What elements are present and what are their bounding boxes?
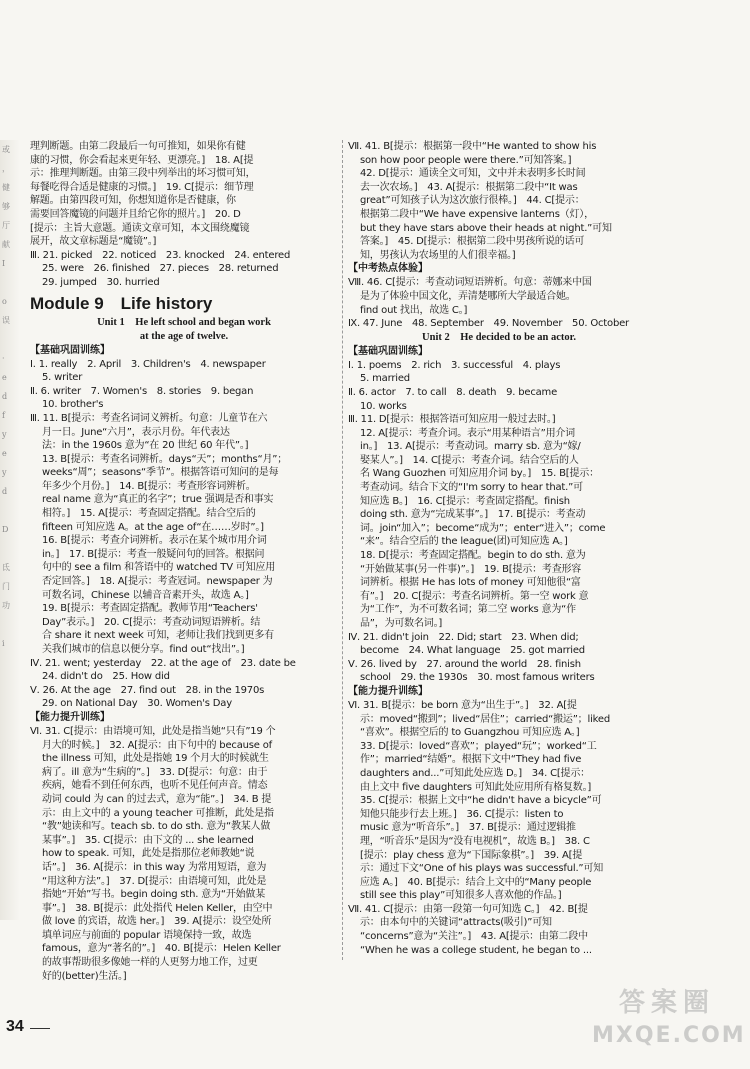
bleed-glyph: · [2, 354, 5, 363]
text-line: Ⅵ. 31. C[提示：由语境可知，此处是指当她“只有”19 个 [30, 725, 276, 737]
text-line: 5. writer [42, 372, 83, 384]
text-line: 24. didn't do 25. How did [42, 671, 170, 683]
text-line: 5. married [360, 373, 410, 385]
text-line: 答案。] 45. D[提示：根据第二段中男孩所说的话可 [360, 236, 585, 248]
text-line: 知，男孩认为农场里的人们很幸福。] [360, 249, 516, 261]
text-line: school 29. the 1930s 30. most famous writers [360, 672, 595, 684]
text-line: Ⅶ. 41. B[提示：根据第一段中“He wanted to show his [348, 141, 597, 152]
text-line: 相符。] 15. A[提示：考查固定搭配。结合空后的 [42, 508, 256, 520]
bleed-glyph [2, 539, 20, 558]
text-line: 康的习惯，你会看起来更年轻、更漂亮。] 18. A[提 [30, 154, 254, 166]
text-line: 知他只能步行去上班。] 36. C[提示：listen to [360, 808, 564, 820]
text-line: 月一日。June“六月”，表示月份。年代表达 [42, 426, 230, 438]
text-line: 考查动词。结合下文的“I'm sorry to hear that.”可 [360, 482, 583, 494]
bleed-glyph: 误 [2, 316, 10, 325]
text-line: 词。join“加入”；become“成为”；enter“进入”；come [360, 522, 606, 534]
text-line: Ⅲ. 21. picked 22. noticed 23. knocked 24. entered [30, 249, 291, 261]
text-line: 填单词应与前面的 popular 语境保持一致，故选 [42, 929, 252, 941]
text-line: 的故事帮助很多像她一样的人更努力地工作，过更 [42, 957, 258, 969]
text-line: Ⅷ. 46. C[提示：考查动词短语辨析。句意：蒂娜来中国 [348, 277, 592, 289]
text-line: in。] 17. B[提示：考查一般疑问句的回答。根据问 [42, 548, 265, 560]
text-line: 某事”。] 35. C[提示：由下文的 ... she learned [42, 834, 254, 846]
bleed-glyph: d [2, 392, 8, 401]
text-line: find out 找出，故选 C。] [360, 304, 468, 316]
text-line: Ⅴ. 26. At the age 27. find out 28. in the 1970s [30, 684, 265, 696]
text-line: famous，意为“著名的”。] 40. B[提示：Helen Keller [42, 943, 281, 955]
text-line: “开始做某事(另一件事)”。] 19. B[提示：考查形容 [360, 563, 582, 575]
text-line: in。] 13. A[提示：考查动词。marry sb. 意为“嫁/ [360, 441, 581, 453]
watermark-bottom: MXQE.COM [592, 1023, 746, 1048]
bleed-glyph: e [2, 449, 7, 458]
text-line: Ⅴ. 26. lived by 27. around the world 28. finish [348, 658, 581, 670]
text-line: Day”表示。] 20. C[提示：考查动词短语辨析。结 [42, 616, 261, 628]
bleed-glyph: 门 [2, 582, 10, 591]
bleed-glyph: o [2, 297, 7, 306]
text-line: Ⅶ. 41. C[提示：由第一段第一句可知选 C。] 42. B[提 [348, 903, 588, 915]
text-line: 好的(better)生活。] [42, 970, 127, 982]
text-line: 合 share it next week 可知，老师让我们找到更多有 [42, 630, 274, 642]
text-line: 年多少个月份。] 14. B[提示：考查形容词辨析。 [42, 480, 256, 492]
text-line: Ⅲ. 11. B[提示：考查名词词义辨析。句意：儿童节在六 [30, 412, 268, 424]
text-line: 有”。] 20. C[提示：考查名词辨析。第一空 work 意 [360, 590, 589, 602]
bleed-glyph: ， [2, 164, 10, 173]
bleed-glyph: 够 [2, 202, 10, 211]
text-line: 应选 A。] 40. B[提示：结合上文中的“Many people [360, 876, 592, 888]
bleed-glyph [2, 501, 20, 520]
text-line: 25. were 26. finished 27. pieces 28. returned [42, 263, 279, 275]
text-line: “教”她读和写。teach sb. to do sth. 意为“教某人做 [42, 821, 271, 833]
text-line: Ⅱ. 6. writer 7. Women's 8. stories 9. began [30, 385, 254, 397]
bleed-glyph: y [2, 430, 7, 439]
left-column [30, 140, 338, 1040]
watermark-logo [592, 985, 746, 1063]
text-line: 疾病，她看不到任何东西，也听不见任何声音。情态 [42, 780, 268, 792]
text-line: 月大的时候。] 32. A[提示：由下句中的 because of [42, 739, 272, 751]
text-line: 示：由本句中的关键词“attracts(吸引)”可知 [360, 917, 552, 929]
section-heading: 【基础巩固训练】 [348, 345, 428, 357]
text-line: the illness 可知，此处是指她 19 个月大的时候就生 [42, 753, 269, 765]
text-line: 13. B[提示：考查名词辨析。days“天”；months“月”； [42, 453, 288, 465]
text-line: Ⅸ. 47. June 48. September 49. November 50. October [348, 318, 629, 330]
text-line: 名 Wang Guozhen 可知应用介词 by。] 15. B[提示： [360, 468, 599, 480]
text-line: fifteen 可知应选 A。at the age of“在……岁时”。] [42, 521, 264, 533]
text-line: 理判断题。由第二段最后一句可推知，如果你有健 [30, 141, 246, 152]
text-line: 29. jumped 30. hurried [42, 276, 160, 288]
text-line: 关我们城市的信息以便分享。find out“找出”。] [42, 644, 245, 655]
column-divider [342, 140, 344, 960]
text-line: [提示：主旨大意题。通读文章可知，本文围绕魔镜 [30, 222, 250, 234]
text-line: [提示：play chess 意为“下国际象棋”。] 39. A[提 [360, 849, 583, 861]
bleed-glyph: f [2, 411, 5, 420]
text-line: 品”，为可数名词。] [360, 618, 443, 629]
text-line: 33. D[提示：loved“喜欢”；played“玩”；worked“工 [360, 740, 597, 752]
text-line: 10. brother's [42, 399, 104, 411]
bleed-glyph [2, 615, 20, 634]
section-heading: 【能力提升训练】 [348, 685, 428, 697]
text-line: 需要回答魔镜的问题并且给它你的照片。] 20. D [30, 208, 241, 220]
page-number-rule [30, 1028, 50, 1029]
text-line: 句中的 see a film 和答语中的 watched TV 可知应用 [42, 562, 276, 574]
right-column [348, 140, 650, 1040]
text-line: music 意为“听音乐”。] 37. B[提示：通过逻辑推 [360, 822, 576, 834]
bleed-glyph: y [2, 468, 7, 477]
text-line: 事”。] 38. B[提示：此处指代 Helen Keller，由空中 [42, 902, 273, 914]
text-line: 35. C[提示：根据上文中“he didn't have a bicycle”可 [360, 795, 602, 807]
text-line: 29. on National Day 30. Women's Day [42, 698, 232, 710]
bleed-glyph: e [2, 373, 7, 382]
text-line: 42. D[提示：通读全文可知，文中并未表明多长时间 [360, 168, 586, 180]
bleed-glyph: 功 [2, 601, 10, 610]
text-line: doing sth. 意为“完成某事”。] 17. B[提示：考查动 [360, 509, 586, 521]
bleed-glyph: 氐 [2, 563, 10, 572]
section-heading: 【基础巩固训练】 [30, 344, 110, 356]
page-number: 34 [6, 1018, 24, 1035]
text-line: 病了。ill 意为“生病的”。] 33. D[提示：句意：由于 [42, 766, 268, 778]
text-line: 示：推理判断题。由第三段中列举出的坏习惯可知， [30, 168, 256, 180]
watermark-top: 答案圈 [618, 988, 715, 1018]
text-line: “喜欢”。根据空后的 to Guangzhou 可知应选 A。] [360, 727, 580, 739]
text-line: 理，“听音乐”是因为“没有电视机”，故选 B。] 38. C [360, 835, 590, 847]
text-line: 展开，故文章标题是“魔镜”。] [30, 236, 157, 248]
adjacent-page-edge [0, 140, 20, 920]
text-line: “When he was a college student, he began to ... [360, 944, 592, 956]
text-line: 词辨析。根据 He has lots of money 可知他很“富 [360, 577, 581, 589]
unit-heading: Unit 2 He decided to be an actor. [422, 331, 576, 343]
text-line: 话”。] 36. A[提示：in this way 为常用短语，意为 [42, 861, 267, 873]
text-line: Ⅳ. 21. didn't join 22. Did; start 23. When did; [348, 631, 579, 643]
text-line: son how poor people were there.”可知答案。] [360, 154, 572, 166]
text-line: great”可知孩子认为这次旅行很棒。] 44. C[提示： [360, 195, 585, 207]
bleed-glyph [2, 330, 20, 349]
text-line: 解题。由第四段可知，你想知道你是否健康，你 [30, 195, 236, 207]
text-line: 否定回答。] 18. A[提示：考查冠词。newspaper 为 [42, 576, 273, 588]
text-line: real name 意为“真正的名字”；true 强调是否和事实 [42, 494, 274, 506]
unit-heading: Unit 1 He left school and began work [97, 316, 271, 328]
text-line: but they have stars above their heads at night.”可知 [360, 222, 612, 234]
text-line: “concerns”意为“关注”。] 43. A[提示：由第二段中 [360, 931, 588, 943]
text-line: Ⅵ. 31. B[提示：be born 意为“出生于”。] 32. A[提 [348, 699, 577, 711]
text-line: 示：moved“搬到”；lived“居住”；carried“搬运”；liked [360, 713, 610, 725]
text-line: become 24. What language 25. got married [360, 645, 585, 657]
section-heading: 【中考热点体验】 [348, 263, 428, 275]
text-line: 18. D[提示：考查固定搭配。begin to do sth. 意为 [360, 550, 586, 562]
bleed-glyph: 或 [2, 145, 10, 154]
text-line: 示：通过下文“One of his plays was successful.”可知 [360, 863, 604, 875]
text-line: Ⅰ. 1. poems 2. rich 3. successful 4. plays [348, 359, 561, 371]
bleed-glyph: I [2, 259, 6, 268]
text-line: 做 love 的宾语，故选 her。] 39. A[提示：设空处所 [42, 916, 272, 928]
text-line: Ⅰ. 1. really 2. April 3. Children's 4. newspaper [30, 358, 266, 370]
text-line: 16. B[提示：考查介词辨析。表示在某个城市用介词 [42, 535, 267, 547]
text-line: 12. A[提示：考查介词。表示“用某种语言”用介词 [360, 427, 575, 439]
bleed-glyph: d [2, 487, 8, 496]
text-line: 每餐吃得合适是健康的习惯。] 19. C[提示：细节理 [30, 181, 254, 193]
text-line: 由上文中 five daughters 可知此处应用所有格复数。] [360, 781, 592, 793]
unit-heading: at the age of twelve. [139, 330, 229, 342]
text-line: 示：由上文中的 a young teacher 可推断，此处是指 [42, 807, 274, 819]
bleed-glyph: D [2, 525, 9, 534]
text-line: 是为了体验中国文化，弄清楚哪所大学最适合她。 [360, 290, 576, 302]
text-line: weeks“周”；seasons“季节”。根据答语可知问的是每 [42, 467, 279, 479]
bleed-glyph: i [2, 639, 5, 648]
text-line: 娶某人”。] 14. C[提示：考查介词。结合空后的人 [360, 454, 579, 466]
text-line: Ⅲ. 11. D[提示：根据答语可知应用一般过去时。] [348, 414, 556, 426]
section-heading: 【能力提升训练】 [30, 711, 110, 723]
bleed-glyph: 厅 [2, 221, 10, 230]
text-line: daughters and...”可知此处应选 D。] 34. C[提示： [360, 767, 590, 779]
text-line: 可数名词，Chinese 以辅音音素开头，故选 A。] [42, 589, 249, 601]
bleed-glyph: 健 [2, 183, 10, 192]
text-line: 为“工作”，为不可数名词；第二空 works 意为“作 [360, 604, 576, 616]
bleed-glyph [2, 273, 20, 292]
text-line: Ⅳ. 21. went; yesterday 22. at the age of 23. date be [30, 657, 296, 669]
bleed-glyph: 献 [2, 240, 10, 249]
text-line: 法：in the 1960s 意为“在 20 世纪 60 年代”。] [42, 440, 249, 452]
text-line: 作”；married“结婚”。根据下文中“They had five [360, 754, 582, 766]
text-line: how to speak. 可知，此处是指那位老师教她“说 [42, 848, 255, 860]
text-line: “用这种方法”。] 37. D[提示：由语境可知，此处是 [42, 875, 267, 887]
text-line: 动词 could 为 can 的过去式，意为“能”。] 34. B 提 [42, 793, 272, 805]
text-line: still see this play”可知很多人喜欢他的作品。] [360, 890, 562, 902]
text-line: 19. B[提示：考查固定搭配。教师节用“Teachers' [42, 603, 258, 615]
module-heading: Module 9 Life history [30, 293, 213, 313]
text-line: “来”。结合空后的 the league(团)可知应选 A。] [360, 536, 568, 548]
text-line: Ⅱ. 6. actor 7. to call 8. death 9. became [348, 386, 558, 398]
text-line: 10. works [360, 400, 407, 412]
text-line: 根据第二段中“We have expensive lanterns（灯）， [360, 208, 594, 220]
text-line: 指她“开始”写书。begin doing sth. 意为“开始做某 [42, 889, 266, 901]
text-line: 知应选 B。] 16. C[提示：考查固定搭配。finish [360, 495, 570, 507]
text-line: 去一次农场。] 43. A[提示：根据第二段中“It was [360, 181, 578, 193]
